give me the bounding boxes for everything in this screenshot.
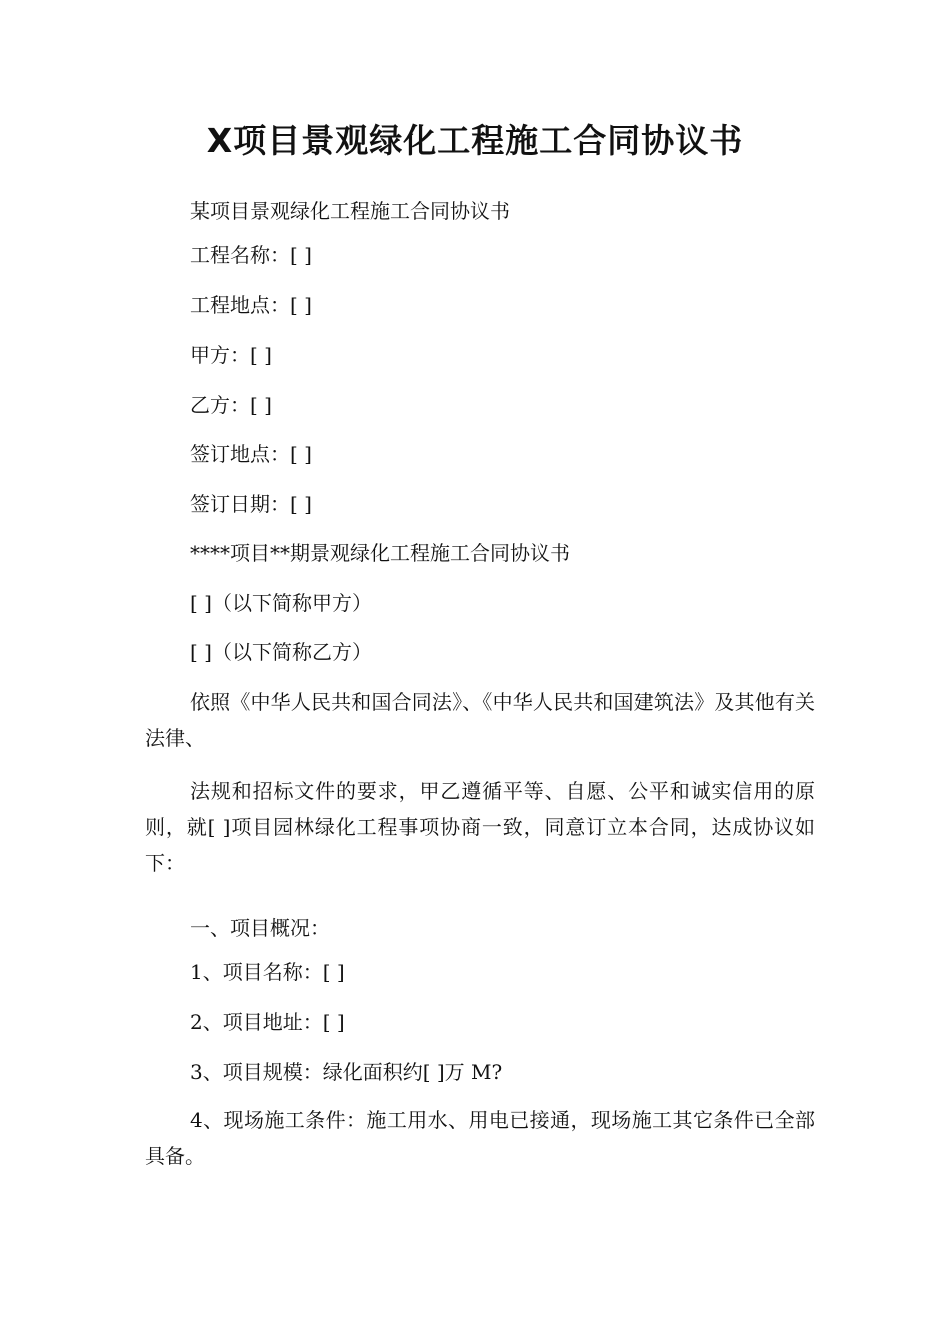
section-1-heading: 一、项目概况：: [190, 916, 330, 940]
contract-heading: ****项目**期景观绿化工程施工合同协议书: [190, 541, 570, 565]
field-signing-date: 签订日期：[ ]: [190, 492, 312, 516]
paragraph-agreement: 法规和招标文件的要求，甲乙遵循平等、自愿、公平和诚实信用的原则，就[ ]项目园林绿化工程事项协商一致，同意订立本合同，达成协议如下：: [145, 779, 815, 875]
field-party-a: 甲方：[ ]: [190, 343, 272, 367]
document-subtitle: 某项目景观绿化工程施工合同协议书: [190, 199, 510, 223]
project-item-scale: 3、项目规模：绿化面积约[ ]万 M?: [190, 1060, 503, 1084]
party-b-alias: [ ]（以下简称乙方）: [190, 640, 372, 664]
project-item-address: 2、项目地址：[ ]: [190, 1010, 345, 1034]
party-a-alias: [ ]（以下简称甲方）: [190, 591, 372, 615]
field-project-name: 工程名称：[ ]: [190, 243, 312, 267]
field-party-b: 乙方：[ ]: [190, 393, 272, 417]
project-item-name: 1、项目名称：[ ]: [190, 960, 345, 984]
project-item-site-conditions: 4、现场施工条件：施工用水、用电已接通，现场施工其它条件已全部具备。: [145, 1108, 815, 1168]
paragraph-legal-basis: 依照《中华人民共和国合同法》、《中华人民共和国建筑法》及其他有关法律、: [145, 690, 815, 750]
field-project-location: 工程地点：[ ]: [190, 293, 312, 317]
field-signing-place: 签订地点：[ ]: [190, 442, 312, 466]
document-title: X项目景观绿化工程施工合同协议书: [206, 121, 744, 160]
